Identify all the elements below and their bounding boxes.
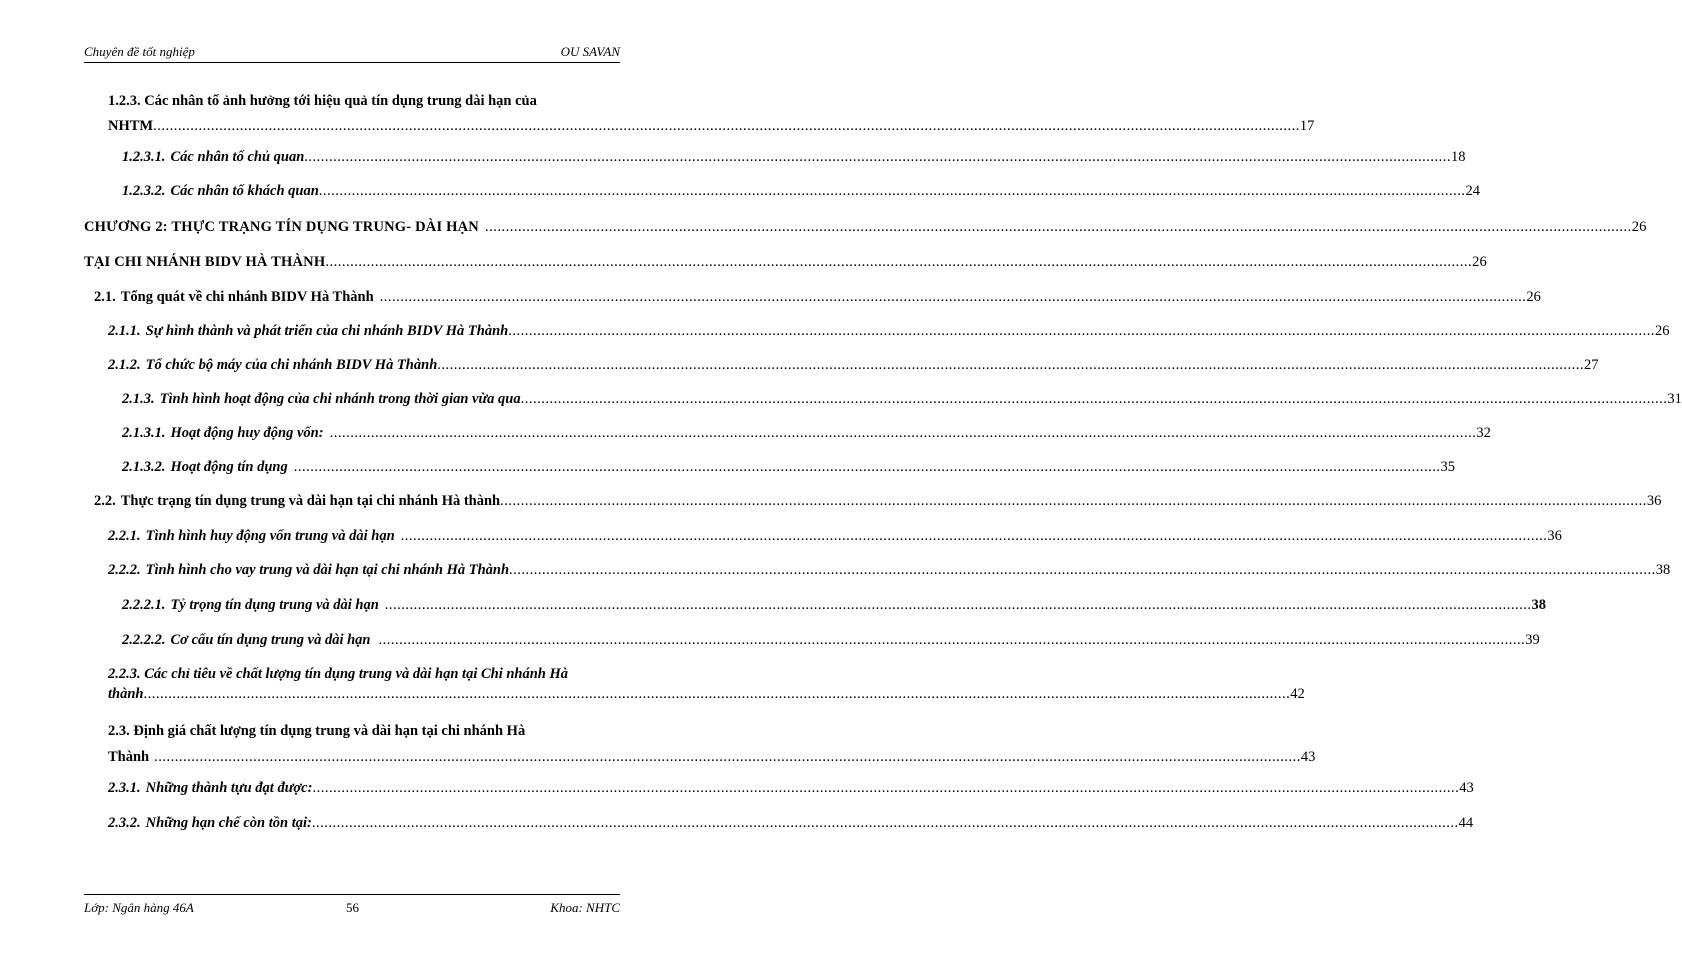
toc-leader: ...................................................................................................................................................................................................................................................................................... (379, 289, 1527, 305)
toc-page: 27 (1584, 357, 1599, 373)
header-right: OU SAVAN (560, 44, 620, 59)
toc-page: 35 (1440, 459, 1455, 475)
toc-page: 24 (1465, 183, 1481, 199)
toc-title: Tình hình hoạt động của chi nhánh trong thời gian vừa qua (159, 391, 521, 407)
toc-title-line1: Các nhân tố ảnh hưởng tới hiệu quả tín dụng trung dài hạn của (144, 93, 537, 109)
toc-entry[interactable] (122, 596, 1547, 614)
toc-leader: ...................................................................................................................................................................................................................................................................................... (378, 632, 1526, 648)
toc-page: 26 (1654, 323, 1670, 339)
toc-title: Những thành tựu đạt được: (145, 780, 313, 796)
toc-page: 44 (1458, 815, 1474, 831)
toc-page: 42 (1290, 686, 1305, 702)
toc-entry[interactable] (108, 322, 1670, 340)
toc-number: 2.1.3. (122, 391, 155, 407)
toc-leader: ...................................................................................................................................................................................................................................................................................... (311, 815, 1459, 831)
toc-leader: ...................................................................................................................................................................................................................................................................................... (384, 597, 1532, 613)
toc-title: Các nhân tố khách quan (170, 183, 319, 199)
toc-entry[interactable] (108, 561, 1671, 579)
toc-leader: ...................................................................................................................................................................................................................................................................................... (293, 459, 1441, 475)
toc-title: Hoạt động tín dụng (170, 459, 288, 475)
toc-number: 1.2.3.2. (122, 183, 166, 199)
toc-page: 31 (1667, 391, 1682, 407)
toc-number: 2.1.3.2. (122, 459, 166, 475)
toc-number: 2.2.3. (108, 666, 141, 682)
toc-leader: ...................................................................................................................................................................................................................................................................................... (437, 357, 1585, 373)
toc-leader: ...................................................................................................................................................................................................................................................................................... (154, 749, 1301, 765)
page-number: 56 (346, 900, 359, 915)
toc-title: CHƯƠNG 2: THỰC TRẠNG TÍN DỤNG TRUNG- DÀI HẠN (84, 219, 479, 235)
toc-leader: ...................................................................................................................................................................................................................................................................................... (500, 493, 1647, 509)
toc-leader: ...................................................................................................................................................................................................................................................................................... (325, 254, 1473, 270)
header-rule (84, 62, 620, 63)
toc-entry-line1 (108, 665, 616, 683)
toc-entry[interactable] (94, 288, 1541, 306)
toc-title: TẠI CHI NHÁNH BIDV HÀ THÀNH (84, 254, 326, 270)
toc-title: Tình hình huy động vốn trung và dài hạn (145, 528, 395, 544)
toc-entry[interactable] (122, 390, 1682, 408)
toc-page: 43 (1300, 749, 1316, 765)
toc-page: 38 (1531, 597, 1547, 613)
toc-leader: ...................................................................................................................................................................................................................................................................................... (312, 780, 1460, 796)
footer-left: Lớp: Ngân hàng 46A (84, 900, 194, 915)
page-header (84, 44, 620, 60)
toc-page: 39 (1525, 632, 1540, 648)
toc-title: Sự hình thành và phát triển của chi nhánh BIDV Hà Thành (145, 323, 509, 339)
toc-leader: ...................................................................................................................................................................................................................................................................................... (400, 528, 1548, 544)
footer-right: Khoa: NHTC (550, 900, 620, 915)
toc-title-line1: Định giá chất lượng tín dụng trung và dài hạn tại chi nhánh Hà (133, 723, 526, 739)
toc-entry[interactable] (108, 527, 1562, 545)
toc-number: 2.1. (94, 289, 116, 305)
toc-leader: ...................................................................................................................................................................................................................................................................................... (520, 391, 1668, 407)
toc-title: Tình hình cho vay trung và dài hạn tại chi nhánh Hà Thành (145, 562, 510, 578)
footer-rule (84, 894, 620, 895)
toc-title: Thành (108, 749, 150, 765)
toc-page: 36 (1547, 528, 1562, 544)
toc-title: NHTM (108, 118, 154, 134)
toc-leader: ...................................................................................................................................................................................................................................................................................... (509, 562, 1656, 578)
toc-number: 2.1.3.1. (122, 425, 166, 441)
toc-number: 2.3. (108, 723, 130, 739)
toc-leader: ...................................................................................................................................................................................................................................................................................... (329, 425, 1477, 441)
toc-entry[interactable] (84, 218, 1647, 236)
toc-entry[interactable] (108, 779, 1474, 797)
header-left: Chuyên đề tốt nghiệp (84, 44, 195, 59)
toc-page: 26 (1472, 254, 1487, 270)
toc-page: 32 (1476, 425, 1491, 441)
toc-entry[interactable] (122, 424, 1491, 442)
toc-number: 1.2.3. (108, 93, 141, 109)
toc-number: 2.2.2. (108, 562, 141, 578)
toc-leader: ...................................................................................................................................................................................................................................................................................... (484, 219, 1632, 235)
toc-number: 1.2.3.1. (122, 149, 166, 165)
toc-entry[interactable] (122, 182, 1481, 200)
toc-number: 2.2.2.1. (122, 597, 166, 613)
toc-entry-line1 (108, 722, 616, 740)
toc-number: 2.2.1. (108, 528, 141, 544)
toc-title: Cơ cấu tín dụng trung và dài hạn (170, 632, 371, 648)
toc-leader: ...................................................................................................................................................................................................................................................................................... (153, 118, 1300, 134)
toc-entry[interactable] (122, 631, 1540, 649)
toc-entry[interactable] (122, 458, 1455, 476)
toc-title: Các nhân tố chủ quan (170, 149, 305, 165)
toc-number: 2.3.1. (108, 780, 141, 796)
toc-title: Hoạt động huy động vốn: (170, 425, 324, 441)
toc-page: 38 (1655, 562, 1671, 578)
toc-leader: ...................................................................................................................................................................................................................................................................................... (318, 183, 1466, 199)
toc-title: Thực trạng tín dụng trung và dài hạn tại chi nhánh Hà thành (120, 493, 501, 509)
toc-page: 26 (1526, 289, 1541, 305)
toc-title: thành (108, 686, 144, 702)
toc-number: 2.1.2. (108, 357, 141, 373)
toc-leader: ...................................................................................................................................................................................................................................................................................... (304, 149, 1452, 165)
toc-page: 43 (1459, 780, 1474, 796)
toc-page: 18 (1451, 149, 1466, 165)
toc-title: Tỷ trọng tín dụng trung và dài hạn (170, 597, 379, 613)
toc-entry[interactable] (84, 253, 1487, 271)
toc-entry[interactable] (108, 92, 1315, 135)
toc-number: 2.2.2.2. (122, 632, 166, 648)
toc-title: Tổng quát về chi nhánh BIDV Hà Thành (120, 289, 374, 305)
toc-number: 2.2. (94, 493, 116, 509)
toc-number: 2.1.1. (108, 323, 141, 339)
toc-page: 36 (1646, 493, 1662, 509)
toc-title-line1: Các chỉ tiêu về chất lượng tín dụng trung và dài hạn tại Chi nhánh Hà (144, 666, 569, 682)
toc-entry[interactable] (108, 356, 1599, 374)
toc-entry[interactable] (108, 814, 1474, 832)
toc-page: 17 (1299, 118, 1315, 134)
toc-leader: ...................................................................................................................................................................................................................................................................................... (508, 323, 1655, 339)
toc-entry[interactable] (94, 492, 1662, 510)
toc-entry[interactable] (108, 722, 1316, 766)
toc-title: Những hạn chế còn tồn tại: (145, 815, 312, 831)
toc-leader: ...................................................................................................................................................................................................................................................................................... (143, 686, 1291, 702)
toc-number: 2.3.2. (108, 815, 141, 831)
toc-page: 26 (1631, 219, 1647, 235)
toc-entry[interactable] (122, 148, 1466, 166)
toc-entry-line1 (108, 92, 616, 110)
toc-title: Tổ chức bộ máy của chi nhánh BIDV Hà Thành (145, 357, 438, 373)
toc-entry[interactable] (108, 665, 1305, 703)
